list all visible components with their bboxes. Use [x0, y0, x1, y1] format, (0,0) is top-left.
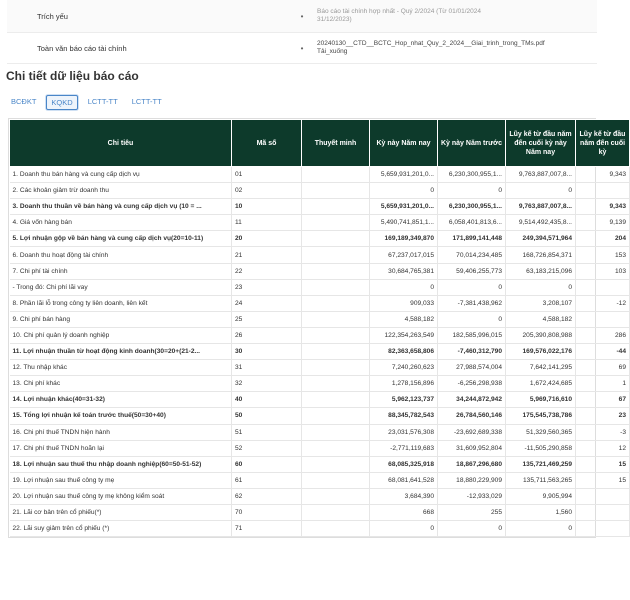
cell-ytd-prev: 9,343	[576, 199, 630, 215]
cell-previous: -23,692,689,338	[438, 424, 506, 440]
cell-previous: 26,784,560,146	[438, 408, 506, 424]
cell-note	[302, 472, 370, 488]
cell-indicator: 1. Doanh thu bán hàng và cung cấp dịch vụ	[10, 167, 232, 183]
cell-code: 30	[232, 344, 302, 360]
cell-current: 23,031,576,308	[370, 424, 438, 440]
cell-code: 61	[232, 472, 302, 488]
cell-ytd: 175,545,738,786	[506, 408, 576, 424]
cell-ytd-prev: 67	[576, 392, 630, 408]
col-header-ytd: Lũy kế từ đầu năm đến cuối kỳ này Năm nay	[506, 120, 576, 167]
cell-indicator: 12. Thu nhập khác	[10, 360, 232, 376]
cell-ytd-prev: 23	[576, 408, 630, 424]
cell-ytd: 0	[506, 279, 576, 295]
cell-indicator: 7. Chi phí tài chính	[10, 263, 232, 279]
cell-current: 122,354,263,549	[370, 327, 438, 343]
cell-note	[302, 231, 370, 247]
cell-previous: 18,880,229,909	[438, 472, 506, 488]
cell-previous: 0	[438, 183, 506, 199]
cell-code: 23	[232, 279, 302, 295]
table-row	[10, 344, 630, 360]
cell-code: 52	[232, 440, 302, 456]
cell-current: 67,237,017,015	[370, 247, 438, 263]
cell-current: 68,085,325,918	[370, 456, 438, 472]
col-header-indicator: Chỉ tiêu	[10, 120, 232, 167]
table-row	[10, 311, 630, 327]
cell-current: 5,659,931,201,0...	[370, 167, 438, 183]
cell-indicator: 20. Lợi nhuận sau thuế công ty mẹ không kiểm soát	[10, 488, 232, 504]
cell-ytd-prev	[576, 311, 630, 327]
cell-note	[302, 344, 370, 360]
cell-ytd: 249,394,571,964	[506, 231, 576, 247]
cell-ytd: 169,576,022,176	[506, 344, 576, 360]
table-row	[10, 327, 630, 343]
cell-current: -2,771,119,683	[370, 440, 438, 456]
cell-code: 62	[232, 488, 302, 504]
cell-ytd: 7,642,141,295	[506, 360, 576, 376]
cell-note	[302, 440, 370, 456]
cell-indicator: 11. Lợi nhuận thuần từ hoạt động kinh doanh(30=20+(21-2...	[10, 344, 232, 360]
cell-ytd-prev: 286	[576, 327, 630, 343]
cell-ytd-prev: 12	[576, 440, 630, 456]
cell-ytd: 3,208,107	[506, 295, 576, 311]
cell-previous: 6,058,401,813,6...	[438, 215, 506, 231]
cell-ytd: -11,505,290,858	[506, 440, 576, 456]
cell-ytd-prev	[576, 521, 630, 537]
cell-indicator: 4. Giá vốn hàng bán	[10, 215, 232, 231]
cell-current: 1,278,156,896	[370, 376, 438, 392]
bullet-icon: •	[300, 11, 304, 21]
table-row	[10, 199, 630, 215]
cell-current: 4,588,182	[370, 311, 438, 327]
cell-ytd: 9,763,887,007,8...	[506, 199, 576, 215]
cell-ytd-prev: 153	[576, 247, 630, 263]
col-header-note: Thuyết minh	[302, 120, 370, 167]
cell-ytd: 51,329,560,365	[506, 424, 576, 440]
table-row	[10, 167, 630, 183]
cell-code: 32	[232, 376, 302, 392]
cell-note	[302, 167, 370, 183]
cell-note	[302, 295, 370, 311]
table-row	[10, 376, 630, 392]
cell-current: 169,189,349,870	[370, 231, 438, 247]
cell-code: 01	[232, 167, 302, 183]
table-row	[10, 392, 630, 408]
cell-ytd: 135,711,563,265	[506, 472, 576, 488]
cell-indicator: 10. Chi phí quản lý doanh nghiệp	[10, 327, 232, 343]
cell-ytd: 135,721,469,259	[506, 456, 576, 472]
cell-previous: 0	[438, 521, 506, 537]
cell-indicator: 19. Lợi nhuận sau thuế công ty mẹ	[10, 472, 232, 488]
col-header-current: Kỳ này Năm nay	[370, 120, 438, 167]
table-row	[10, 263, 630, 279]
table-row	[10, 215, 630, 231]
cell-code: 31	[232, 360, 302, 376]
table-row	[10, 279, 630, 295]
cell-ytd-prev	[576, 183, 630, 199]
table-row	[10, 488, 630, 504]
cell-current: 0	[370, 521, 438, 537]
cell-ytd: 0	[506, 521, 576, 537]
cell-indicator: 14. Lợi nhuận khác(40=31-32)	[10, 392, 232, 408]
cell-ytd: 0	[506, 183, 576, 199]
cell-previous: -7,381,438,962	[438, 295, 506, 311]
table-row	[10, 440, 630, 456]
section-title: Chi tiết dữ liệu báo cáo	[6, 69, 139, 83]
cell-current: 0	[370, 183, 438, 199]
cell-code: 21	[232, 247, 302, 263]
cell-indicator: 9. Chi phí bán hàng	[10, 311, 232, 327]
fulltext-label: Toàn văn báo cáo tài chính	[37, 43, 127, 53]
cell-current: 82,363,658,806	[370, 344, 438, 360]
cell-current: 30,684,765,381	[370, 263, 438, 279]
cell-current: 7,240,260,623	[370, 360, 438, 376]
cell-current: 909,033	[370, 295, 438, 311]
cell-note	[302, 376, 370, 392]
tab-lctt-tt-2[interactable]: LCTT-TT	[131, 97, 162, 106]
cell-code: 02	[232, 183, 302, 199]
cell-ytd-prev: 103	[576, 263, 630, 279]
tab-lctt-tt[interactable]: LCTT-TT	[87, 97, 118, 106]
table-row	[10, 360, 630, 376]
col-header-code: Mã số	[232, 120, 302, 167]
cell-current: 5,490,741,851,1...	[370, 215, 438, 231]
cell-previous: -12,933,029	[438, 488, 506, 504]
cell-note	[302, 488, 370, 504]
cell-previous: 34,244,872,942	[438, 392, 506, 408]
cell-code: 24	[232, 295, 302, 311]
report-table	[9, 119, 630, 537]
cell-code: 50	[232, 408, 302, 424]
cell-indicator: 22. Lãi suy giảm trên cổ phiếu (*)	[10, 521, 232, 537]
col-header-previous: Kỳ này Năm trước	[438, 120, 506, 167]
cell-ytd: 205,390,808,988	[506, 327, 576, 343]
table-row	[10, 424, 630, 440]
info-row-fulltext	[7, 33, 597, 64]
bullet-icon: •	[300, 43, 304, 53]
cell-ytd: 9,905,994	[506, 488, 576, 504]
table-row	[10, 456, 630, 472]
cell-indicator: 13. Chi phí khác	[10, 376, 232, 392]
cell-current: 88,345,782,543	[370, 408, 438, 424]
cell-ytd-prev	[576, 279, 630, 295]
cell-note	[302, 392, 370, 408]
cell-current: 68,081,641,528	[370, 472, 438, 488]
cell-note	[302, 183, 370, 199]
cell-ytd-prev: 9,139	[576, 215, 630, 231]
cell-ytd: 4,588,182	[506, 311, 576, 327]
cell-ytd: 168,726,854,371	[506, 247, 576, 263]
summary-value: Báo cáo tài chính hợp nhất - Quý 2/2024 (Từ 01/01/2024 31/12/2023)	[317, 8, 481, 23]
cell-previous: 27,988,574,004	[438, 360, 506, 376]
table-row	[10, 504, 630, 520]
cell-previous: 6,230,300,955,1...	[438, 167, 506, 183]
cell-code: 70	[232, 504, 302, 520]
cell-note	[302, 311, 370, 327]
cell-note	[302, 215, 370, 231]
cell-code: 10	[232, 199, 302, 215]
cell-previous: 59,406,255,773	[438, 263, 506, 279]
cell-ytd-prev: 15	[576, 472, 630, 488]
cell-ytd: 9,514,492,435,8...	[506, 215, 576, 231]
col-header-ytd-prev: Lũy kế từ đầu năm đến cuối kỳ	[576, 120, 630, 167]
cell-note	[302, 247, 370, 263]
cell-ytd-prev: -12	[576, 295, 630, 311]
cell-ytd-prev	[576, 504, 630, 520]
summary-label: Trích yếu	[37, 11, 68, 21]
cell-current: 5,962,123,737	[370, 392, 438, 408]
cell-previous: 31,609,952,804	[438, 440, 506, 456]
cell-code: 11	[232, 215, 302, 231]
info-row-summary	[7, 0, 597, 33]
cell-previous: -6,256,298,938	[438, 376, 506, 392]
cell-note	[302, 279, 370, 295]
cell-previous: 0	[438, 311, 506, 327]
cell-ytd-prev	[576, 488, 630, 504]
cell-note	[302, 360, 370, 376]
cell-indicator: - Trong đó: Chi phí lãi vay	[10, 279, 232, 295]
cell-indicator: 8. Phần lãi lỗ trong công ty liên doanh, liên kết	[10, 295, 232, 311]
cell-ytd: 5,969,716,610	[506, 392, 576, 408]
cell-previous: 255	[438, 504, 506, 520]
report-table-container[interactable]	[8, 118, 626, 538]
table-row	[10, 472, 630, 488]
cell-note	[302, 263, 370, 279]
cell-ytd-prev: 1	[576, 376, 630, 392]
info-table	[7, 0, 597, 64]
cell-code: 40	[232, 392, 302, 408]
cell-current: 668	[370, 504, 438, 520]
cell-note	[302, 504, 370, 520]
cell-ytd: 9,763,887,007,8...	[506, 167, 576, 183]
cell-note	[302, 408, 370, 424]
cell-code: 26	[232, 327, 302, 343]
file-link[interactable]: 20240130__CTD__BCTC_Hop_nhat_Quy_2_2024__Giai_trinh_trong_TMs.pdf Tải_xuống	[317, 40, 545, 55]
table-row	[10, 408, 630, 424]
cell-code: 20	[232, 231, 302, 247]
cell-ytd: 1,560	[506, 504, 576, 520]
cell-note	[302, 521, 370, 537]
table-row	[10, 247, 630, 263]
cell-indicator: 18. Lợi nhuận sau thuế thu nhập doanh nghiệp(60=50-51-52)	[10, 456, 232, 472]
cell-ytd-prev: 15	[576, 456, 630, 472]
cell-code: 51	[232, 424, 302, 440]
cell-previous: 0	[438, 279, 506, 295]
cell-ytd-prev: -3	[576, 424, 630, 440]
cell-current: 5,659,931,201,0...	[370, 199, 438, 215]
cell-current: 3,684,390	[370, 488, 438, 504]
cell-ytd: 1,672,424,685	[506, 376, 576, 392]
cell-indicator: 5. Lợi nhuận gộp về bán hàng và cung cấp dịch vụ(20=10-11)	[10, 231, 232, 247]
tab-kqkd[interactable]: KQKD	[46, 95, 77, 110]
cell-ytd-prev: 69	[576, 360, 630, 376]
table-header-row	[10, 120, 630, 167]
report-tabs	[7, 95, 172, 110]
cell-note	[302, 456, 370, 472]
cell-note	[302, 424, 370, 440]
table-row	[10, 183, 630, 199]
cell-current: 0	[370, 279, 438, 295]
cell-code: 25	[232, 311, 302, 327]
cell-note	[302, 327, 370, 343]
tab-bcdkt[interactable]: BCĐKT	[11, 97, 37, 106]
table-row	[10, 295, 630, 311]
table-row	[10, 231, 630, 247]
cell-indicator: 3. Doanh thu thuần về bán hàng và cung cấp dịch vụ (10 = ...	[10, 199, 232, 215]
cell-indicator: 2. Các khoản giảm trừ doanh thu	[10, 183, 232, 199]
cell-previous: 18,867,296,680	[438, 456, 506, 472]
cell-indicator: 17. Chi phí thuế TNDN hoãn lại	[10, 440, 232, 456]
cell-indicator: 21. Lãi cơ bản trên cổ phiếu(*)	[10, 504, 232, 520]
cell-code: 71	[232, 521, 302, 537]
cell-previous: -7,460,312,790	[438, 344, 506, 360]
cell-ytd-prev: 204	[576, 231, 630, 247]
cell-note	[302, 199, 370, 215]
cell-indicator: 16. Chi phí thuế TNDN hiện hành	[10, 424, 232, 440]
cell-indicator: 6. Doanh thu hoạt động tài chính	[10, 247, 232, 263]
cell-ytd: 63,183,215,096	[506, 263, 576, 279]
cell-code: 60	[232, 456, 302, 472]
cell-previous: 182,585,996,015	[438, 327, 506, 343]
cell-previous: 70,014,234,485	[438, 247, 506, 263]
cell-code: 22	[232, 263, 302, 279]
cell-indicator: 15. Tổng lợi nhuận kế toán trước thuế(50=30+40)	[10, 408, 232, 424]
cell-ytd-prev: -44	[576, 344, 630, 360]
cell-previous: 6,230,300,955,1...	[438, 199, 506, 215]
cell-previous: 171,899,141,448	[438, 231, 506, 247]
table-row	[10, 521, 630, 537]
cell-ytd-prev: 9,343	[576, 167, 630, 183]
